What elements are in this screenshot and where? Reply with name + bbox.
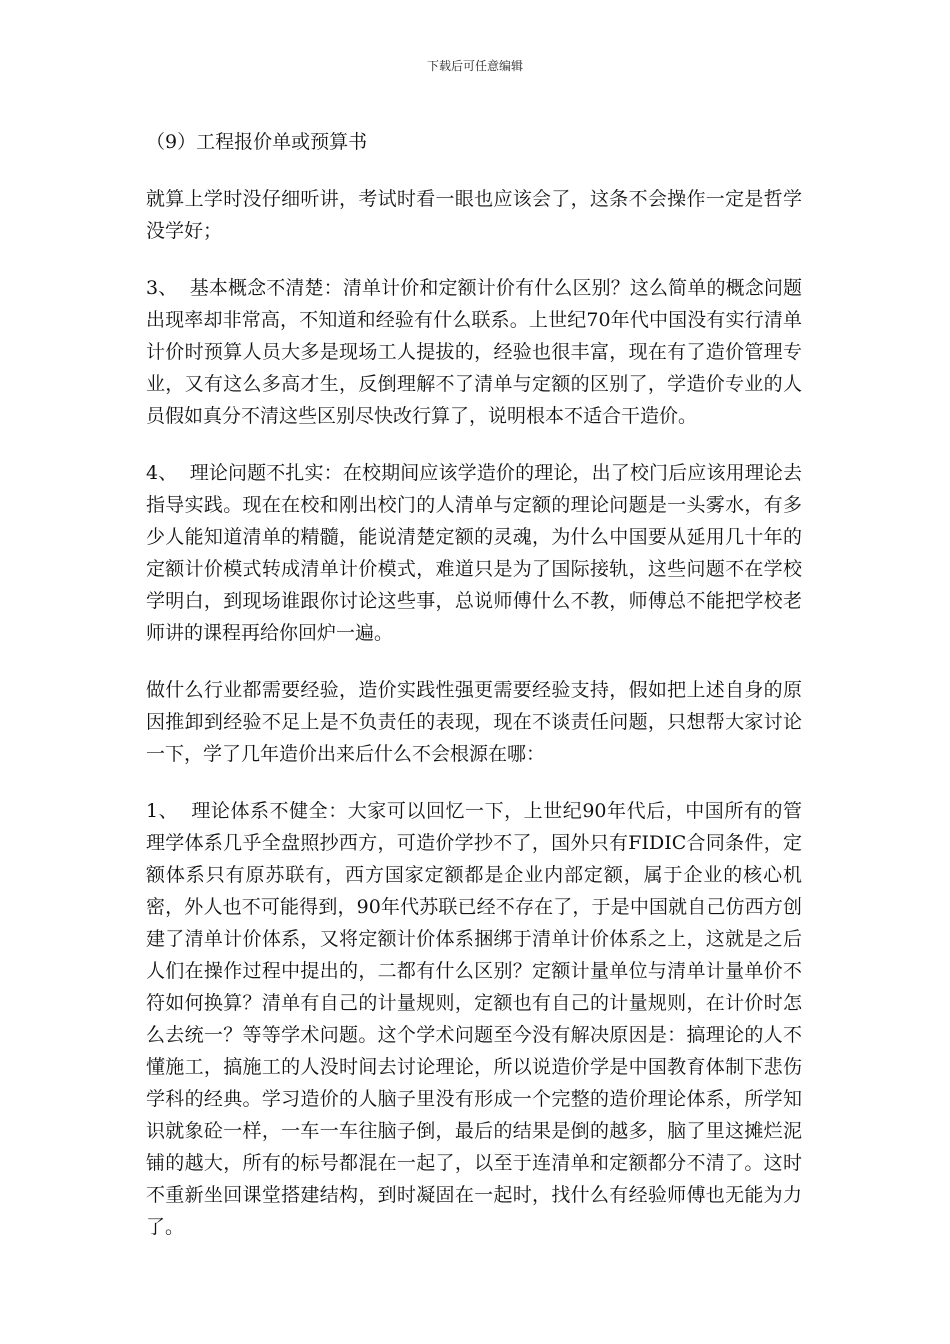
page-header: 下载后可任意编辑 <box>426 59 523 73</box>
paragraph-theory-issues: 4、 理论问题不扎实：在校期间应该学造价的理论，出了校门后应该用理论去指导实践。现在在校和刚出校门的人清单与定额的理论问题是一头雾水，有多少人能知道清单的精髓，能说清楚定额的灵魂，为什么中国要从延用几十年的定额计价模式转成清单计价模式，难道只是为了国际接轨，这些问题不在学校学明白，到现场谁跟你讨论这些事，总说师傅什么不教，师傅总不能把学校老师讲的课程再给你回炉一遍。 <box>146 462 802 644</box>
paragraph-exam-note: 就算上学时没仔细听讲，考试时看一眼也应该会了，这条不会操作一定是哲学没学好； <box>146 188 802 242</box>
paragraph-theory-system: 1、 理论体系不健全：大家可以回忆一下，上世纪90年代后，中国所有的管理学体系几乎全盘照抄西方，可造价学抄不了，国外只有FIDIC合同条件，定额体系只有原苏联有，西方国家定额都是企业内部定额，属于企业的核心机密，外人也不可能得到，90年代苏联已经不存在了，于是中国就自己仿西方创建了清单计价体系，又将定额计价体系捆绑于清单计价体系之上，这就是之后人们在操作过程中提出的，二都有什么区别？定额计量单位与清单计量单价不符如何换算？清单有自己的计量规则，定额也有自己的计量规则，在计价时怎么去统一？等等学术问题。这个学术问题至今没有解决原因是：搞理论的人不懂施工，搞施工的人没时间去讨论理论，所以说造价学是中国教育体制下悲伤学科的经典。学习造价的人脑子里没有形成一个完整的造价理论体系，所学知识就象砼一样，一车一车往脑子倒，最后的结果是倒的越多，脑了里这摊烂泥铺的越大，所有的标号都混在一起了，以至于连清单和定额都分不清了。这时不重新坐回课堂搭建结构，到时凝固在一起时，找什么有经验师傅也无能为力了。 <box>146 800 802 1238</box>
paragraph-experience: 做什么行业都需要经验，造价实践性强更需要经验支持，假如把上述自身的原因推卸到经验不足上是不负责任的表现，现在不谈责任问题，只想帮大家讨论一下，学了几年造价出来后什么不会根源在哪： <box>146 679 802 765</box>
paragraph-item-9: （9）工程报价单或预算书 <box>146 131 368 153</box>
document-body <box>146 126 802 1268</box>
paragraph-basic-concepts: 3、 基本概念不清楚：清单计价和定额计价有什么区别？这么简单的概念问题出现率却非常高，不知道和经验有什么联系。上世纪70年代中国没有实行清单计价时预算人员大多是现场工人提拔的，经验也很丰富，现在有了造价管理专业，又有这么多高才生，反倒理解不了清单与定额的区别了，学造价专业的人员假如真分不清这些区别尽快改行算了，说明根本不适合干造价。 <box>146 277 802 427</box>
